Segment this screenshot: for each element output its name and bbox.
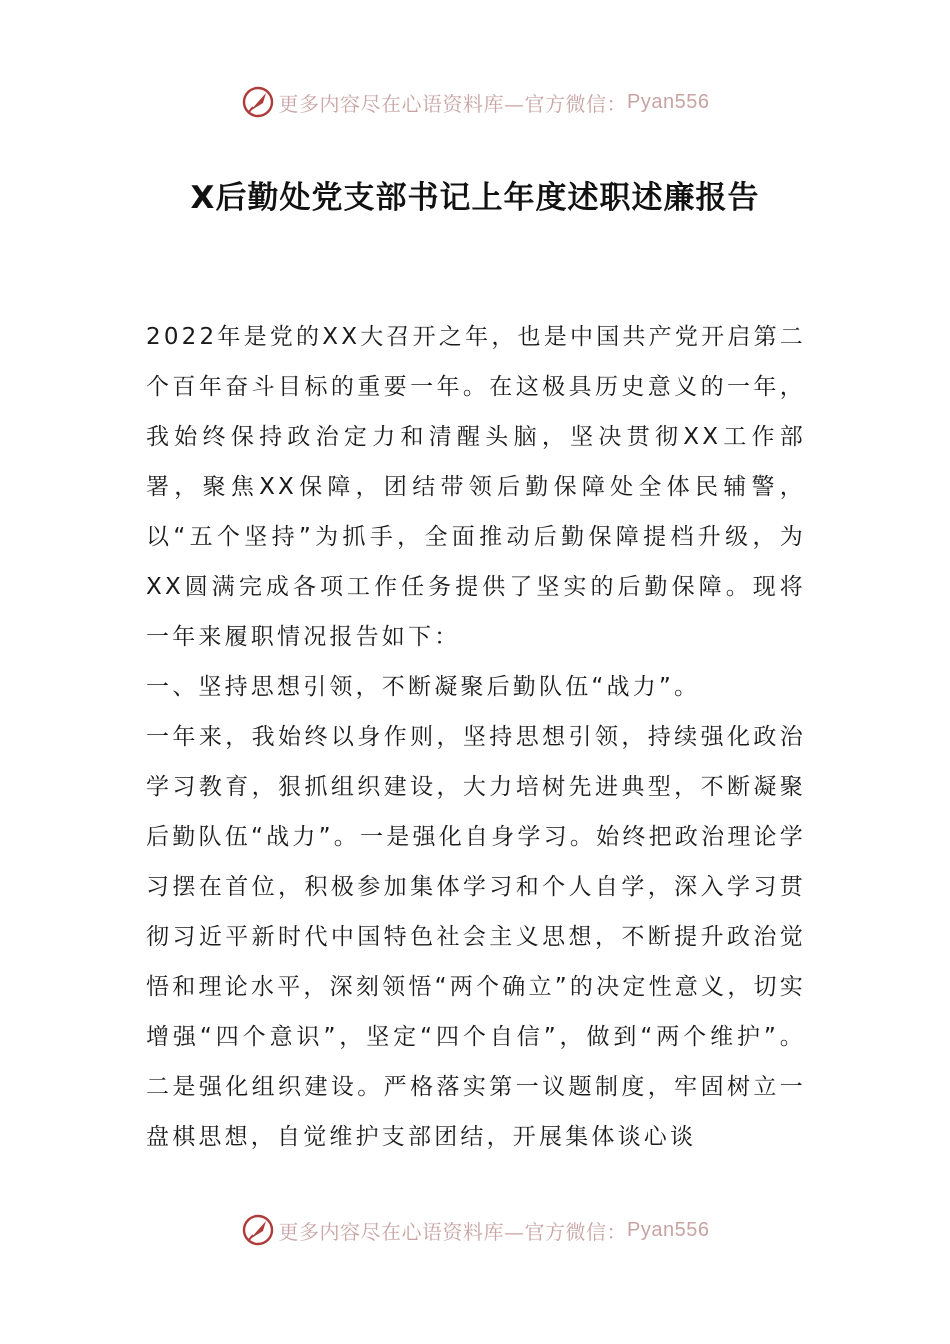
section-heading-1: 一、坚持思想引领，不断凝聚后勤队伍“战力”。	[146, 674, 701, 700]
watermark-header	[0, 82, 950, 122]
watermark-text: 更多内容尽在心语资料库—官方微信：	[278, 1219, 628, 1244]
watermark-footer	[0, 1210, 950, 1250]
quill-pen-circle-icon	[241, 1213, 275, 1247]
document-title: X后勤处党支部书记上年度述职述廉报告	[190, 180, 760, 216]
watermark-handle: Pyan556	[627, 90, 710, 113]
document-body	[146, 312, 806, 1162]
paragraph-intro: 2022年是党的XX大召开之年，也是中国共产党开启第二个百年奋斗目标的重要一年。在这极具历史意义的一年，我始终保持政治定力和清醒头脑，坚决贯彻XX工作部署，聚焦XX保障，团结带领后勤保障处全体民辅警，以“五个坚持”为抓手，全面推动后勤保障提档升级，为XX圆满完成各项工作任务提供了坚实的后勤保障。现将一年来履职情况报告如下：	[146, 324, 806, 650]
watermark-handle: Pyan556	[627, 1218, 710, 1241]
quill-pen-circle-icon	[241, 85, 275, 119]
watermark-text: 更多内容尽在心语资料库—官方微信：	[278, 91, 628, 116]
paragraph-section-1: 一年来，我始终以身作则，坚持思想引领，持续强化政治学习教育，狠抓组织建设，大力培树先进典型，不断凝聚后勤队伍“战力”。一是强化自身学习。始终把政治理论学习摆在首位，积极参加集体学习和个人自学，深入学习贯彻习近平新时代中国特色社会主义思想，不断提升政治觉悟和理论水平，深刻领悟“两个确立”的决定性意义，切实增强“四个意识”，坚定“四个自信”，做到“两个维护”。二是强化组织建设。严格落实第一议题制度，牢固树立一盘棋思想，自觉维护支部团结，开展集体谈心谈	[146, 724, 806, 1150]
